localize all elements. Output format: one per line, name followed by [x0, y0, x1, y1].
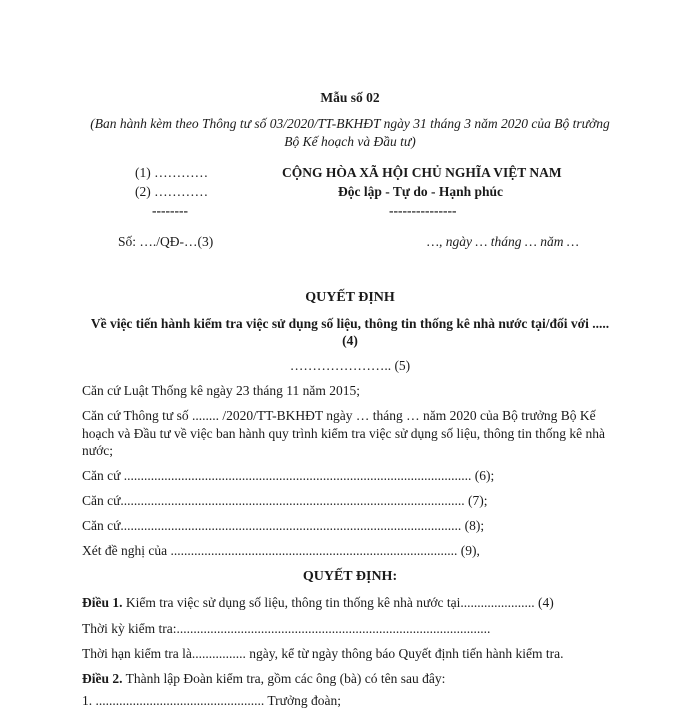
decision-title: QUYẾT ĐỊNH [305, 290, 395, 305]
basis-circular-line-3: nước; [82, 443, 113, 458]
left-divider: -------- [152, 203, 188, 218]
article-1-label: Điều 1. [82, 595, 123, 610]
basis-item-9: Xét đề nghị của ..................................................................................... (9), [82, 543, 480, 558]
basis-item-6: Căn cứ ....................................................................................................... (6); [82, 468, 495, 483]
nation-name: CỘNG HÒA XÃ HỘI CHỦ NGHĨA VIỆT NAM [282, 165, 562, 180]
basis-item-8: Căn cứ..................................................................................................... (8); [82, 518, 485, 533]
issued-note-line-1: (Ban hành kèm theo Thông tư số 03/2020/TT-BKHĐT ngày 31 tháng 3 năm 2020 của Bộ trưởng [90, 116, 610, 131]
right-divider: --------------- [389, 203, 457, 218]
inspection-duration: Thời hạn kiểm tra là................ ngày, kể từ ngày thông báo Quyết định tiến hành kiểm tra. [82, 646, 564, 661]
basis-item-7: Căn cứ...................................................................................................... (7); [82, 493, 488, 508]
basis-law: Căn cứ Luật Thống kê ngày 23 tháng 11 năm 2015; [82, 383, 361, 398]
article-1-text: Kiểm tra việc sử dụng số liệu, thông tin thống kê nhà nước tại...................... (4) [122, 595, 554, 610]
article-2 [82, 671, 445, 687]
basis-circular-line-1: Căn cứ Thông tư số ........ /2020/TT-BKHĐT ngày … tháng … năm 2020 của Bộ trưởng Bộ Kế [82, 408, 596, 423]
agency-line-2: (2) ………… [135, 184, 209, 199]
national-motto: Độc lập - Tự do - Hạnh phúc [338, 184, 504, 199]
inspection-period: Thời kỳ kiểm tra:............................................................................................. [82, 621, 491, 636]
basis-circular-line-2: hoạch và Đầu tư về việc ban hành quy trình kiểm tra việc sử dụng số liệu, thông tin thống kê nhà [82, 426, 606, 441]
article-1 [82, 595, 554, 611]
article-2-text: Thành lập Đoàn kiểm tra, gồm các ông (bà) có tên sau đây: [122, 671, 446, 686]
team-list-first: 1. .................................................. Trưởng đoàn; [82, 693, 341, 708]
decision-subject-line-2: (4) [342, 333, 358, 348]
document-date: …, ngày … tháng … năm … [427, 234, 579, 249]
decides-title: QUYẾT ĐỊNH: [302, 569, 398, 584]
issuing-authority: ………………….. (5) [289, 358, 411, 373]
document-number: Số: …./QĐ-…(3) [118, 234, 214, 249]
decision-subject-line-1: Về việc tiến hành kiểm tra việc sử dụng số liệu, thông tin thống kê nhà nước tại/đối với ..... [90, 316, 610, 331]
article-2-label: Điều 2. [82, 671, 123, 686]
form-number: Mẫu số 02 [320, 90, 380, 105]
issued-note-line-2: Bộ Kế hoạch và Đầu tư) [284, 134, 416, 149]
agency-line-1: (1) ………… [135, 165, 209, 180]
